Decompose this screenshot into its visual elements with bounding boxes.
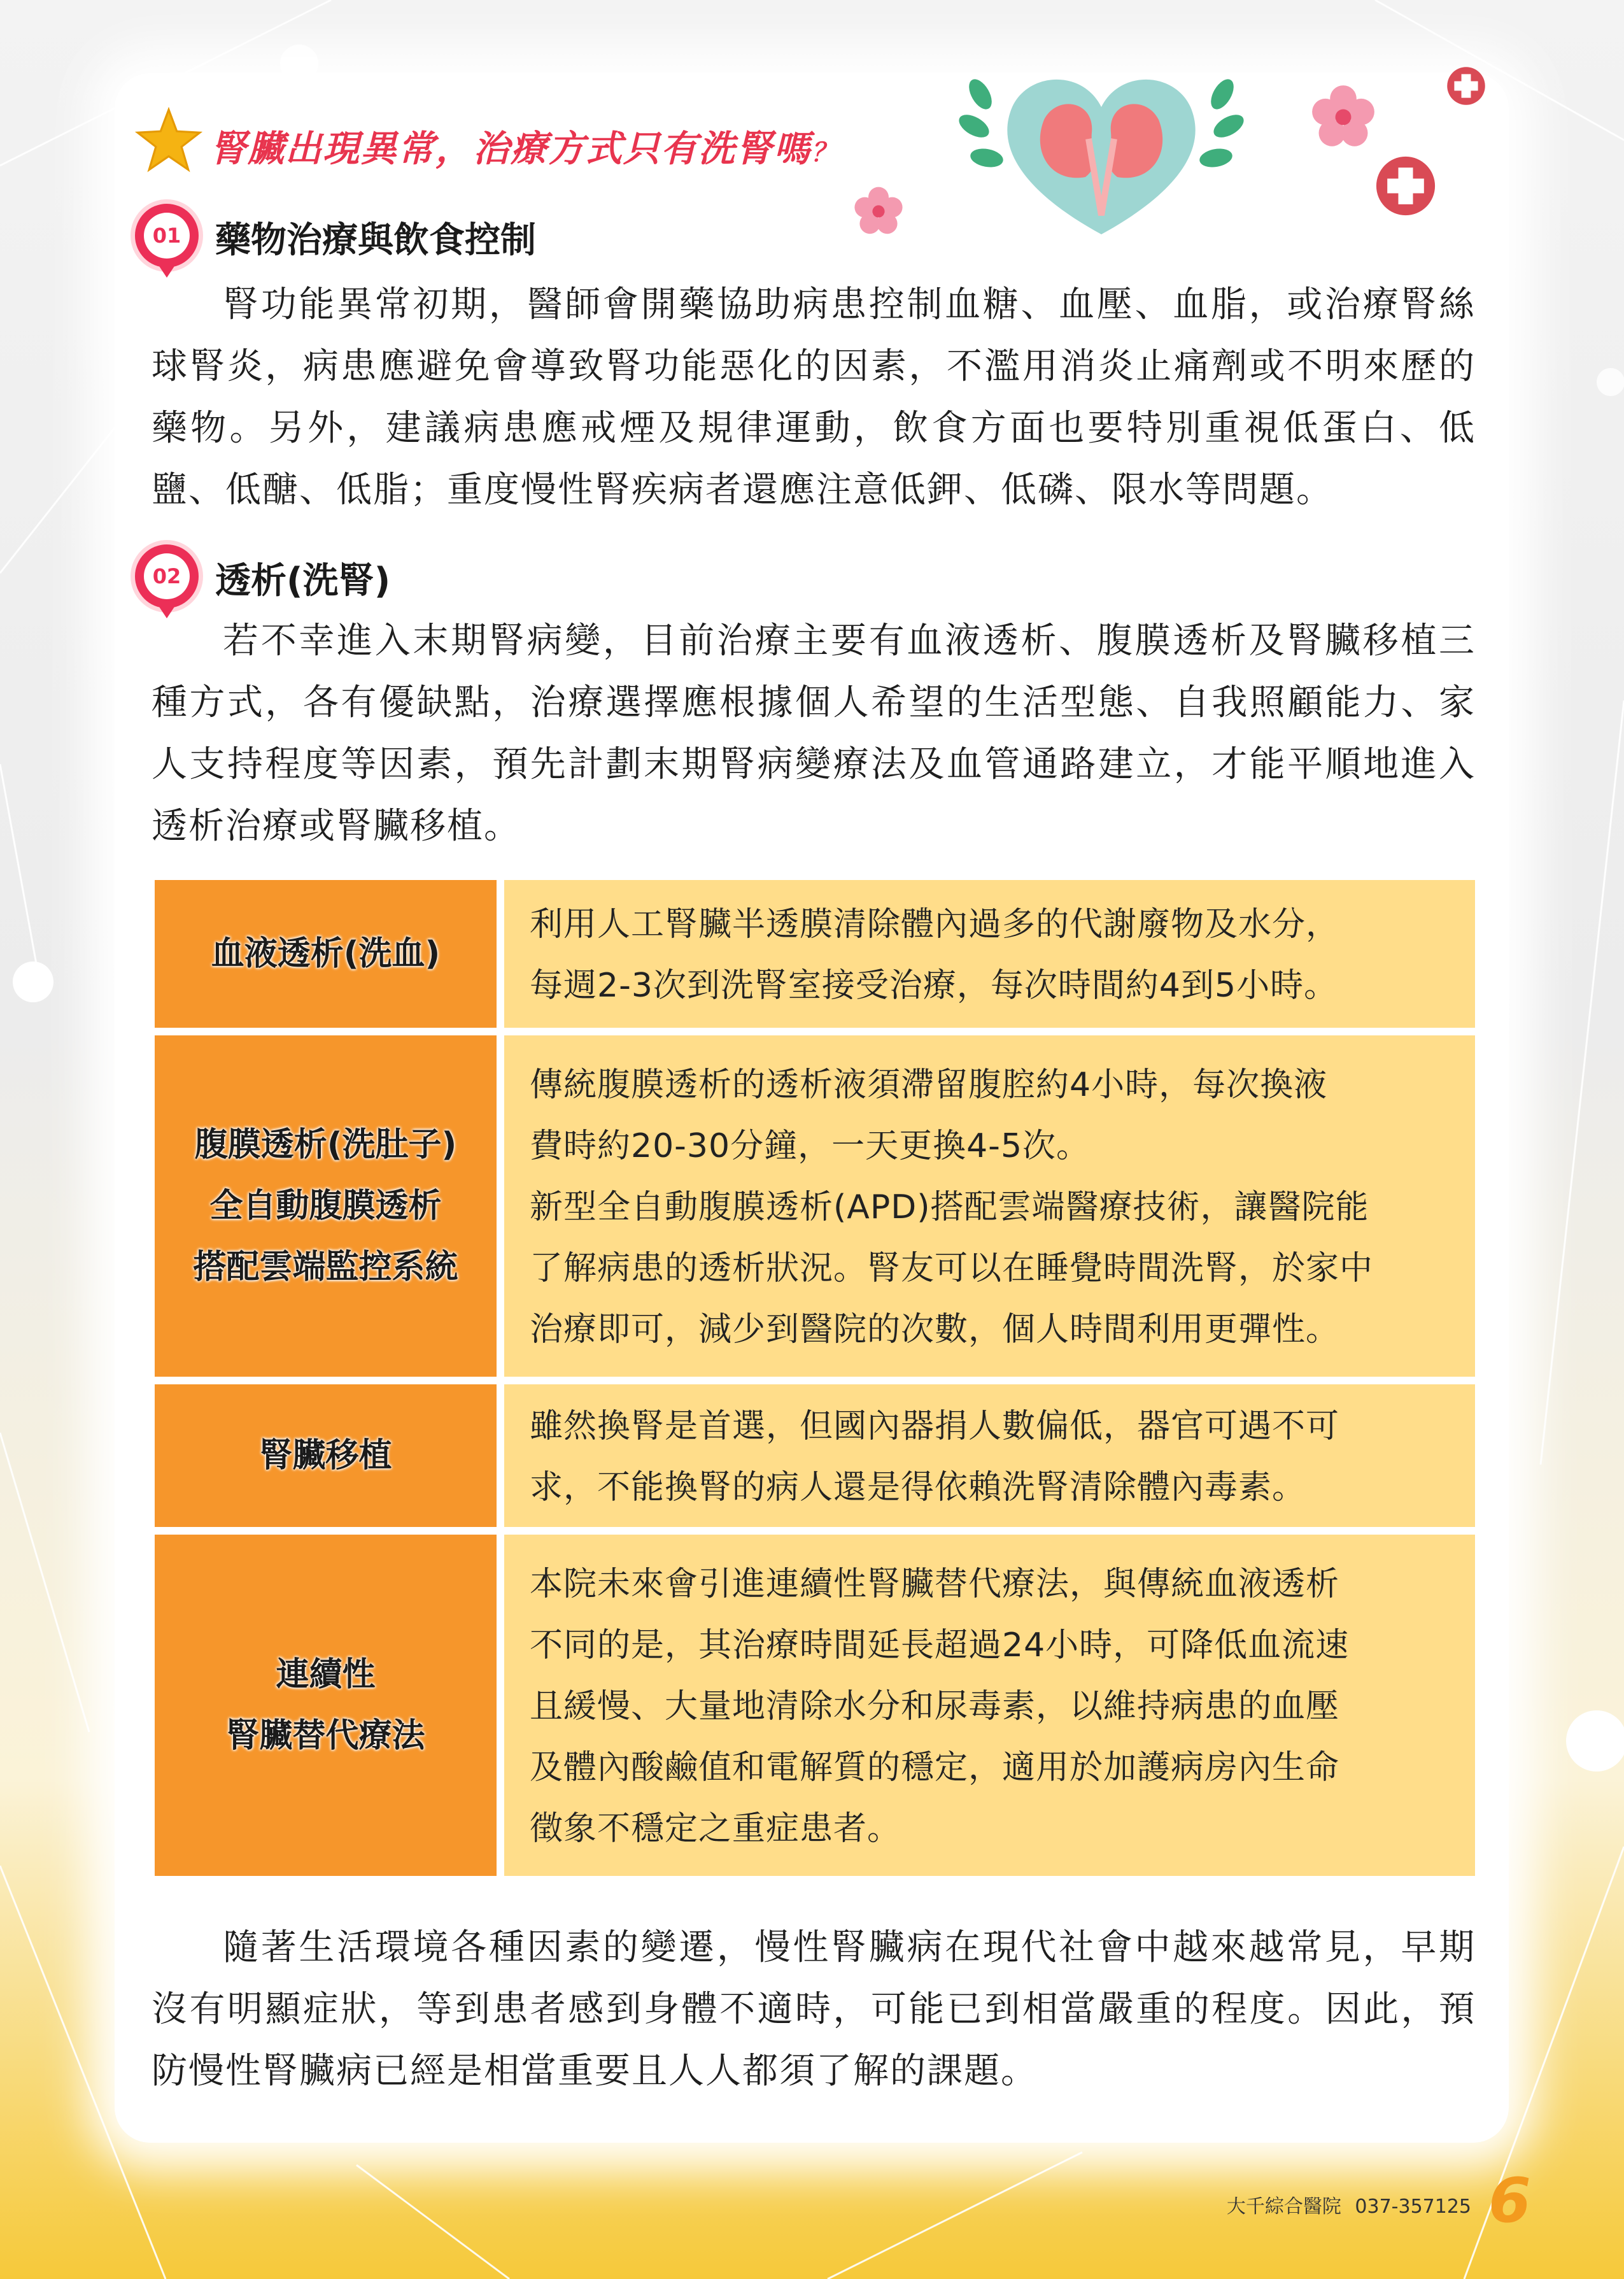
table-row xyxy=(155,1384,1475,1527)
page-number: 6 xyxy=(1488,2165,1531,2236)
section-number-badge: 01 xyxy=(135,204,199,267)
table-row-header: 腎臟移植 xyxy=(155,1384,497,1527)
kidney-heart-illustration xyxy=(955,56,1248,247)
table-row-description: 雖然換腎是首選，但國內器捐人數偏低，器官可遇不可 求，不能換腎的病人還是得依賴洗腎清除體內毒素。 xyxy=(504,1384,1475,1527)
footer-hospital-name: 大千綜合醫院 xyxy=(1226,2196,1341,2218)
footer-phone: 037-357125 xyxy=(1355,2196,1471,2218)
table-row-header: 血液透析(洗血) xyxy=(155,880,497,1028)
section-number-badge: 02 xyxy=(135,544,199,608)
table-row xyxy=(155,1535,1475,1876)
footer-contact xyxy=(1227,2190,1471,2219)
medical-cross-icon xyxy=(1375,155,1436,217)
section-paragraph: 若不幸進入末期腎病變，目前治療主要有血液透析、腹膜透析及腎臟移植三種方式，各有優缺點，治療選擇應根據個人希望的生活型態、自我照顧能力、家人支持程度等因素，預先計劃末期腎病變療法及血管通路建立，才能平順地進入透析治療或腎臟移植。 xyxy=(152,620,1476,847)
table-row xyxy=(155,880,1475,1028)
medical-cross-icon xyxy=(1446,66,1486,106)
table-row-description: 利用人工腎臟半透膜清除體內過多的代謝廢物及水分， 每週2-3次到洗腎室接受治療，每次時間約4到5小時。 xyxy=(504,880,1475,1028)
table-row xyxy=(155,1035,1475,1377)
section-title: 藥物治療與飲食控制 xyxy=(215,220,536,261)
flower-icon xyxy=(853,186,904,237)
section-paragraph: 腎功能異常初期，醫師會開藥協助病患控制血糖、血壓、血脂，或治療腎絲球腎炎，病患應避免會導致腎功能惡化的因素，不濫用消炎止痛劑或不明來歷的藥物。另外，建議病患應戒煙及規律運動，飲食方面也要特別重視低蛋白、低鹽、低醣、低脂；重度慢性腎疾病者還應注意低鉀、低磷、限水等問題。 xyxy=(152,284,1476,511)
section-title: 透析(洗腎) xyxy=(215,560,391,602)
treatment-table xyxy=(155,880,1475,1884)
page-heading: 腎臟出現異常，治療方式只有洗腎嗎？ xyxy=(210,128,838,170)
star-icon xyxy=(135,107,202,174)
table-row-description: 本院未來會引進連續性腎臟替代療法，與傳統血液透析 不同的是，其治療時間延長超過24小時，可降低血流速 且緩慢、大量地清除水分和尿毒素，以維持病患的血壓 及體內酸鹼值和電解質的穩定，適用於加護病房內生命 徵象不穩定之重症患者。 xyxy=(504,1535,1475,1876)
table-row-description: 傳統腹膜透析的透析液須滯留腹腔約4小時，每次換液 費時約20-30分鐘，一天更換4-5次。 新型全自動腹膜透析(APD)搭配雲端醫療技術，讓醫院能 了解病患的透析狀況。腎友可以在睡覺時間洗腎，於家中 治療即可，減少到醫院的次數，個人時間利用更彈性。 xyxy=(504,1035,1475,1377)
table-row-header: 腹膜透析(洗肚子) 全自動腹膜透析 搭配雲端監控系統 xyxy=(155,1035,497,1377)
flower-icon xyxy=(1310,84,1376,150)
closing-paragraph: 隨著生活環境各種因素的變遷，慢性腎臟病在現代社會中越來越常見，早期沒有明顯症狀，等到患者感到身體不適時，可能已到相當嚴重的程度。因此，預防慢性腎臟病已經是相當重要且人人都須了解的課題。 xyxy=(152,1927,1476,2092)
table-row-header: 連續性 腎臟替代療法 xyxy=(155,1535,497,1876)
